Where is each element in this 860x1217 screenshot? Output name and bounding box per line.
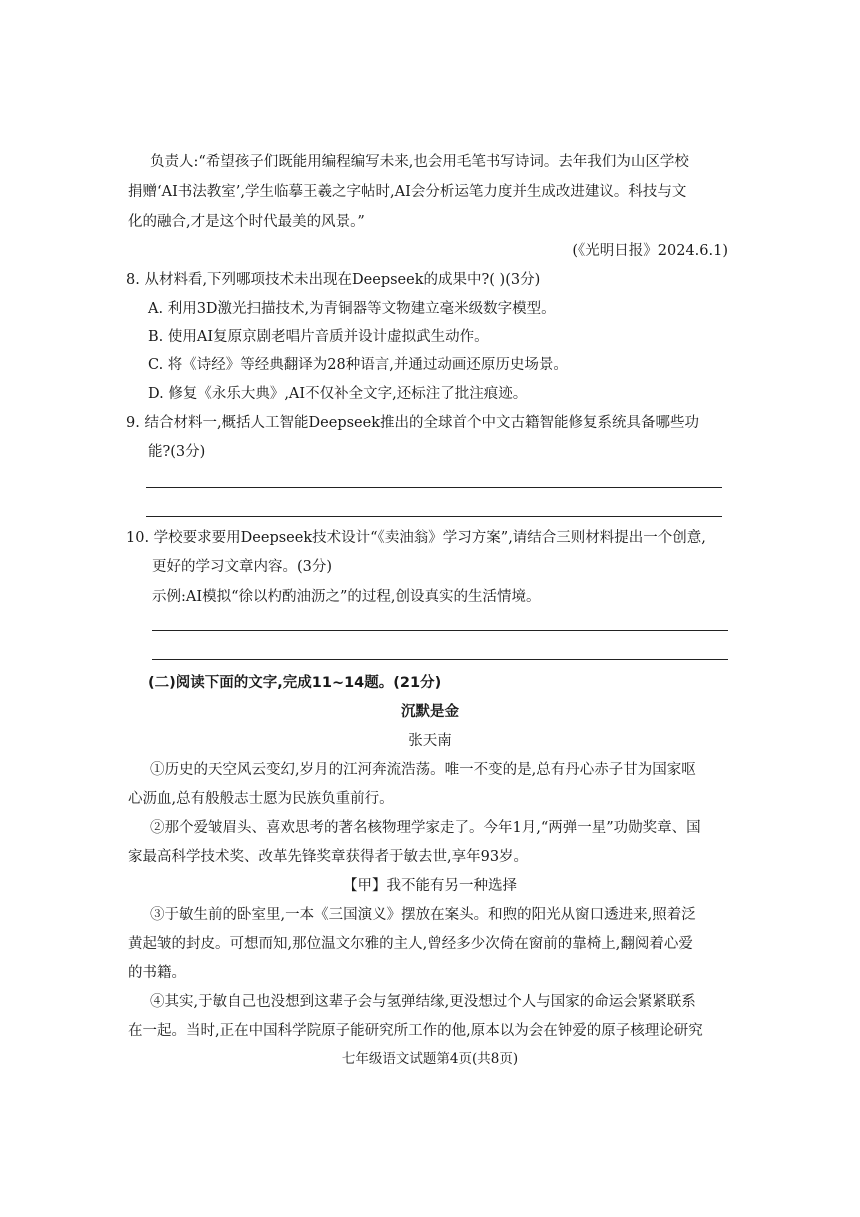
paragraph-4-line-1: ④其实,于敏自己也没想到这辈子会与氢弹结缘,更没想过个人与国家的命运会紧紧联系 bbox=[150, 994, 696, 1010]
interview-line-1: 负责人:“希望孩子们既能用编程编写未来,也会用毛笔书写诗词。去年我们为山区学校 bbox=[150, 154, 689, 170]
question-8-option-b: B. 使用AI复原京剧老唱片音质并设计虚拟武生动作。 bbox=[148, 329, 489, 345]
answer-line[interactable] bbox=[146, 487, 722, 488]
question-10-stem-line-2: 更好的学习文章内容。(3分) bbox=[152, 559, 333, 575]
question-8-option-c: C. 将《诗经》等经典翻译为28种语言,并通过动画还原历史场景。 bbox=[148, 357, 568, 373]
interview-line-2: 捐赠‘AI书法教室’,学生临摹王羲之字帖时,AI会分析运笔力度并生成改进建议。科技与文 bbox=[128, 184, 687, 200]
question-8-option-a: A. 利用3D激光扫描技术,为青铜器等文物建立毫米级数字模型。 bbox=[148, 301, 556, 317]
page-footer: 七年级语文试题第4页(共8页) bbox=[341, 1051, 519, 1067]
paragraph-1-line-2: 心沥血,总有般般志士愿为民族负重前行。 bbox=[128, 791, 394, 807]
paragraph-4-line-2: 在一起。当时,正在中国科学院原子能研究所工作的他,原本以为会在钟爱的原子核理论研究 bbox=[128, 1023, 703, 1039]
paragraph-3-line-3: 的书籍。 bbox=[128, 965, 186, 981]
source-citation: (《光明日报》2024.6.1) bbox=[572, 243, 728, 259]
question-9-stem-line-2: 能?(3分) bbox=[148, 444, 206, 460]
article-title: 沉默是金 bbox=[401, 704, 459, 720]
question-8-option-d: D. 修复《永乐大典》,AI不仅补全文字,还标注了批注痕迹。 bbox=[148, 386, 528, 402]
paragraph-2-line-2: 家最高科学技术奖、改革先锋奖章获得者于敏去世,享年93岁。 bbox=[128, 849, 529, 865]
paragraph-3-line-1: ③于敏生前的卧室里,一本《三国演义》摆放在案头。和煦的阳光从窗口透进来,照着泛 bbox=[150, 907, 696, 923]
question-8-stem: 8. 从材料看,下列哪项技术未出现在Deepseek的成果中?( )(3分) bbox=[126, 272, 541, 288]
subheading-jia: 【甲】我不能有另一种选择 bbox=[343, 878, 517, 894]
answer-line[interactable] bbox=[152, 630, 728, 631]
answer-line[interactable] bbox=[152, 659, 728, 660]
question-9-stem-line-1: 9. 结合材料一,概括人工智能Deepseek推出的全球首个中文古籍智能修复系统具备哪些功 bbox=[126, 415, 700, 431]
answer-line[interactable] bbox=[146, 516, 722, 517]
article-author: 张天南 bbox=[408, 733, 452, 749]
paragraph-3-line-2: 黄起皱的封皮。可想而知,那位温文尔雅的主人,曾经多少次倚在窗前的靠椅上,翻阅着心爱 bbox=[128, 936, 693, 952]
paragraph-2-line-1: ②那个爱皱眉头、喜欢思考的著名核物理学家走了。今年1月,“两弹一星”功勋奖章、国 bbox=[150, 820, 701, 836]
interview-line-3: 化的融合,才是这个时代最美的风景。” bbox=[128, 214, 365, 230]
question-10-example: 示例:AI模拟“徐以杓酌油沥之”的过程,创设真实的生活情境。 bbox=[152, 589, 541, 605]
question-10-stem-line-1: 10. 学校要求要用Deepseek技术设计“《卖油翁》学习方案”,请结合三则材料提出一个创意, bbox=[126, 530, 706, 546]
section-heading: (二)阅读下面的文字,完成11~14题。(21分) bbox=[148, 675, 442, 691]
paragraph-1-line-1: ①历史的天空风云变幻,岁月的江河奔流浩荡。唯一不变的是,总有丹心赤子甘为国家呕 bbox=[150, 762, 696, 778]
